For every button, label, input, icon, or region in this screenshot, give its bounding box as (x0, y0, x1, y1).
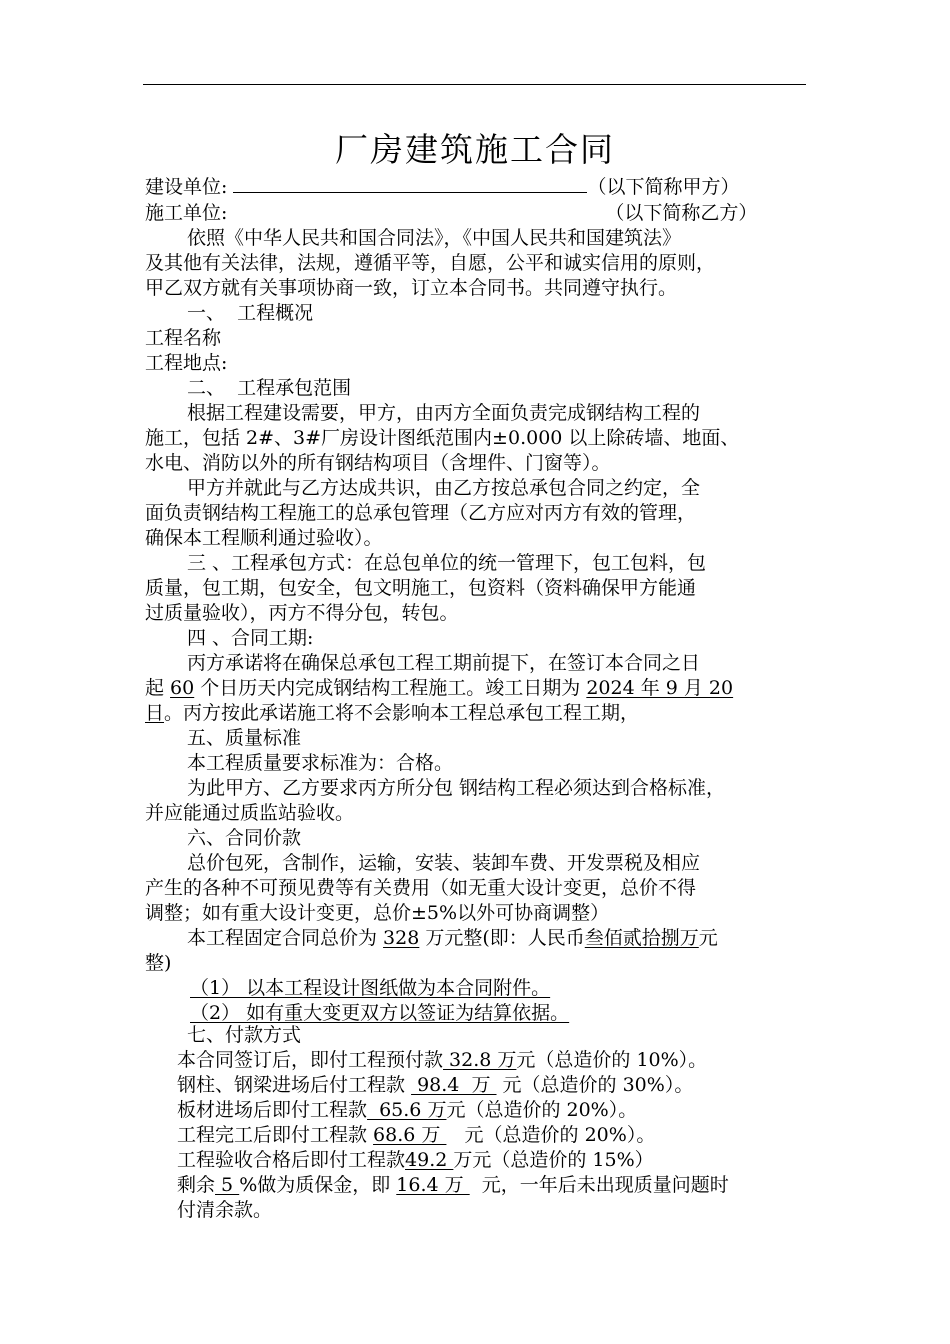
paragraph-line (187, 925, 718, 951)
paragraph-line: 本工程质量要求标准为：合格。 (187, 752, 454, 774)
section-heading: 五、质量标准 (187, 727, 302, 749)
paragraph-line: 质量，包工期，包安全，包文明施工，包资料（资料确保甲方能通 (145, 577, 697, 599)
text-run: 。丙方按此承诺施工将不会影响本工程总承包工程工期， (164, 702, 640, 724)
text-run: 元（总造价的 20%）。 (446, 1099, 638, 1121)
paragraph-line: 水电、消防以外的所有钢结构项目（含埋件、门窗等）。 (145, 452, 611, 474)
text-run: 本合同签订后，即付工程预付款 (177, 1049, 444, 1071)
preamble-line: 依照《中华人民共和国合同法》，《中国人民共和国建筑法》 (187, 227, 682, 249)
text-run: 起 (145, 677, 171, 699)
list-item: （1） 以本工程设计图纸做为本合同附件。 (190, 977, 551, 999)
document-title: 厂房建筑施工合同 (335, 130, 615, 169)
payment-amount: 68.6 万 (373, 1124, 447, 1146)
paragraph-line (145, 700, 639, 726)
paragraph-line: 三 、工程承包方式：在总包单位的统一管理下，包工包料，包 (187, 552, 707, 574)
section-heading: 七、付款方式 (187, 1024, 302, 1046)
text-run: 元 (698, 927, 718, 949)
party-b-line (145, 200, 757, 226)
payment-line (177, 1097, 637, 1123)
preamble-line: 及其他有关法律，法规，遵循平等，自愿，公平和诚实信用的原则， (145, 252, 716, 274)
payment-line: 付清余款。 (177, 1199, 273, 1221)
party-b-note: （以下简称乙方） (605, 202, 758, 224)
payment-line (177, 1122, 655, 1148)
text-run: 钢柱、钢梁进场后付工程款 (177, 1074, 412, 1096)
section-heading: 四 、合同工期: (187, 627, 314, 649)
party-a-label: 建设单位: (145, 176, 228, 198)
text-run: 元（总造价的 10%）。 (516, 1049, 708, 1071)
payment-line (177, 1172, 729, 1198)
project-site-label: 工程地点: (145, 352, 228, 374)
paragraph-line: 根据工程建设需要，甲方，由丙方全面负责完成钢结构工程的 (187, 402, 701, 424)
party-a-line (145, 174, 739, 200)
party-a-blank[interactable] (233, 174, 587, 193)
party-a-note: （以下简称甲方） (587, 176, 740, 198)
paragraph-line: 面负责钢结构工程施工的总承包管理（乙方应对丙方有效的管理， (145, 502, 697, 524)
paragraph-line: 调整；如有重大设计变更，总价±5%以外可协商调整） (145, 902, 610, 924)
payment-line (177, 1047, 707, 1073)
text-run: 个日历天内完成钢结构工程施工。竣工日期为 (194, 677, 587, 699)
section-heading: 二、 工程承包范围 (187, 377, 352, 399)
section-heading: 六、合同价款 (187, 827, 302, 849)
paragraph-line: 丙方承诺将在确保总承包工程工期前提下，在签订本合同之日 (187, 652, 701, 674)
text-run: 板材进场后即付工程款 (177, 1099, 368, 1121)
payment-amount: 65.6 万 (367, 1099, 447, 1121)
project-name-label: 工程名称 (145, 327, 222, 349)
text-run: 工程完工后即付工程款 (177, 1124, 374, 1146)
payment-line (177, 1072, 693, 1098)
paragraph-line: 总价包死，含制作，运输，安装、装卸车费、开发票税及相应 (187, 852, 701, 874)
payment-amount: 49.2 (405, 1149, 454, 1171)
text-run: 万元（总造价的 15%） (453, 1149, 654, 1171)
contract-amount-chinese: 叁佰贰拾捌万 (584, 927, 699, 949)
paragraph-line: 甲方并就此与乙方达成共识，由乙方按总承包合同之约定，全 (187, 477, 701, 499)
text-run: 元（总造价的 30%）。 (496, 1074, 694, 1096)
text-run: %做为质保金，即 (239, 1174, 397, 1196)
payment-amount: 98.4 万 (411, 1074, 497, 1096)
retention-amount: 16.4 万 (396, 1174, 470, 1196)
paragraph-line: 施工，包括 2#、3#厂房设计图纸范围内±0.000 以上除砖墙、地面、 (145, 427, 740, 449)
paragraph-line: 产生的各种不可预见费等有关费用（如无重大设计变更，总价不得 (145, 877, 697, 899)
text-run: 工程验收合格后即付工程款 (177, 1149, 406, 1171)
completion-date: 2024 年 9 月 20 (586, 677, 734, 699)
duration-days: 60 (170, 677, 195, 699)
paragraph-line (145, 675, 733, 701)
contract-amount: 328 (383, 927, 420, 949)
paragraph-line: 过质量验收），丙方不得分包，转包。 (145, 602, 459, 624)
list-item: （2） 如有重大变更双方以签证为结算依据。 (190, 1002, 570, 1024)
party-b-label: 施工单位: (145, 202, 228, 224)
section-heading: 一、 工程概况 (187, 302, 314, 324)
text-run: 万元整(即：人民币 (419, 927, 585, 949)
header-rule (143, 84, 806, 85)
payment-line (177, 1147, 654, 1173)
completion-date-day: 日 (145, 702, 165, 724)
preamble-line: 甲乙双方就有关事项协商一致，订立本合同书。共同遵守执行。 (145, 277, 678, 299)
retention-percent: 5 (215, 1174, 240, 1196)
paragraph-line: 为此甲方、乙方要求丙方所分包 钢结构工程必须达到合格标准， (187, 777, 726, 799)
text-run: 剩余 (177, 1174, 216, 1196)
payment-amount: 32.8 万 (443, 1049, 517, 1071)
text-run: 元，一年后未出现质量问题时 (469, 1174, 729, 1196)
paragraph-line: 整) (145, 952, 172, 974)
text-run: 元（总造价的 20%）。 (446, 1124, 656, 1146)
paragraph-line: 确保本工程顺利通过验收）。 (145, 527, 383, 549)
paragraph-line: 并应能通过质监站验收。 (145, 802, 355, 824)
text-run: 本工程固定合同总价为 (187, 927, 384, 949)
